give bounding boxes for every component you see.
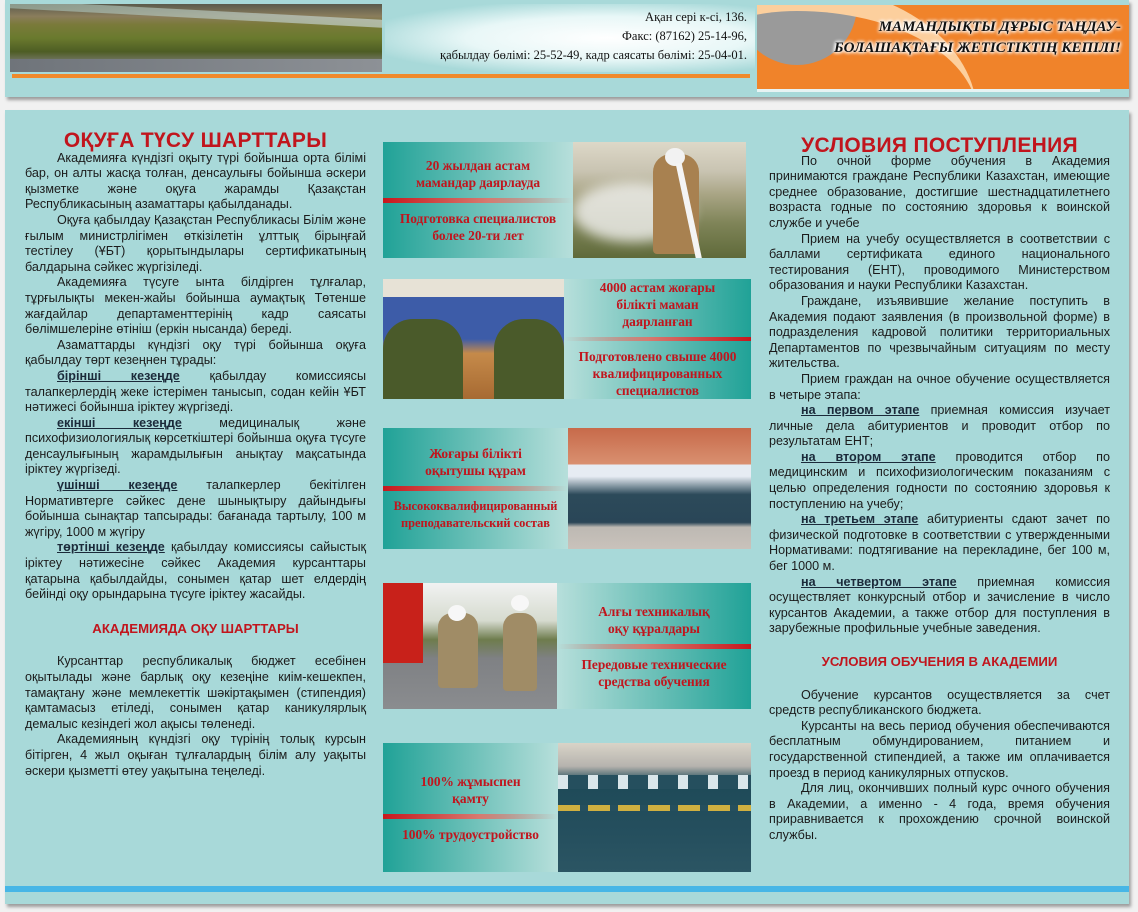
contact-fax: Факс: (87162) 25-14-96, (622, 29, 747, 43)
banner-underline (757, 89, 1100, 92)
card-text-kz: 4000 астам жоғары білікті маман даярланған (599, 280, 716, 329)
stage-label: төртінші кезеңде (57, 540, 165, 555)
right-title: УСЛОВИЯ ПОСТУПЛЕНИЯ (801, 134, 1078, 157)
right-study-paragraph: Для лиц, окончивших полный курс очного обучения в Академии, а именно - 4 года, время обучения приравнивается к прохождению срочной воинской службы. (769, 781, 1110, 842)
cadets-parade-photo (558, 743, 751, 872)
card-caption (557, 583, 751, 709)
stage-label: үшінші кезеңде (57, 478, 178, 493)
photo-cadet-belts (558, 805, 751, 811)
stage-text: проводится отбор по медицинским и психофизиологическим показаниям с целью определения годности по состоянию здоровья к поступлению на учебу; (769, 449, 1110, 511)
card-text-ru: Подготовлено свыше 4000 квалифицированных специалистов (578, 349, 737, 398)
photo-cadets-left (383, 319, 463, 399)
left-column (25, 110, 366, 779)
card-separator (564, 337, 751, 341)
left-subtitle: АКАДЕМИЯДА ОҚУ ШАРТТАРЫ (92, 620, 299, 636)
photo-firefighter-1 (438, 613, 478, 688)
header-divider (12, 74, 750, 78)
classroom-photo (383, 279, 564, 399)
contact-phones: қабылдау бөлімі: 25-52-49, кадр саясаты бөлімі: 25-04-01. (440, 48, 747, 62)
firefighter-photo (573, 142, 746, 258)
card-caption (383, 743, 558, 872)
right-stage (769, 575, 1110, 637)
left-stage (25, 416, 366, 478)
photo-helmet-2 (511, 595, 529, 611)
stage-text: талапкерлер бекітілген Нормативтерге сәйкес дене шынықтыру дайындығы бойынша сынақтар тапсырады: бағанада тартылу, 100 м жүгіру, 1000 м жүгіру (25, 478, 366, 539)
stage-text: приемная комиссия изучает личные дела абитуриентов и проводит отбор по результатам ЕНТ; (769, 403, 1111, 449)
card-separator (557, 644, 751, 649)
card-text-kz: Жоғары білікті оқытушы құрам (425, 446, 526, 478)
training-photo (383, 583, 557, 709)
left-stage (25, 540, 366, 602)
header-photo (10, 4, 382, 72)
left-study-paragraph: Курсанттар республикалық бюджет есебінен оқытылады және барлық оқу кезеңіне киім-кешекпен, тамақтану және мемлекеттік шәкіртақымен (стипендия) қамтамасыз етіледі, сонымен қатар каникулярлық демалыс кезіндегі жол ақысы төленеді. (25, 654, 366, 731)
card-caption (383, 142, 573, 258)
photo-cadets-right (494, 319, 564, 399)
card-separator (383, 486, 568, 491)
right-stage (769, 403, 1110, 450)
right-study-paragraph: Курсанты на весь период обучения обеспечиваются бесплатным обмундированием, питанием и государственной стипендией, а также им оплачивается проезд в период каникулярных отпусков. (769, 718, 1110, 780)
card-text-ru: Подготовка специалистов более 20-ти лет (399, 210, 557, 243)
card-caption (564, 279, 751, 399)
right-paragraph: По очной форме обучения в Академия принимаются граждане Республики Казахстан, имеющие среднее образование, достигшие шестнадцатилетнего возраста годные по состоянию здоровья к воинской службе и учебе (769, 153, 1110, 230)
stage-label: на втором этапе (801, 449, 936, 464)
right-study-paragraph: Обучение курсантов осуществляется за счет средств республиканского бюджета. (769, 687, 1110, 718)
slogan-text (834, 17, 1121, 59)
card-separator (383, 198, 573, 203)
left-paragraph: Оқуға қабылдау Қазақстан Республикасы Білім және ғылым министрлігімен өткізілетін ұлттық бірыңғай тестілеу (ҰБТ) қорытындылары сертификатының балдарына сәйкес жүргізіледі. (25, 212, 366, 274)
feature-card-graduates (383, 279, 751, 399)
right-subtitle: УСЛОВИЯ ОБУЧЕНИЯ В АКАДЕМИИ (821, 654, 1058, 669)
stage-label: на первом этапе (801, 403, 920, 418)
card-separator (383, 814, 558, 819)
photo-fire-truck (383, 583, 423, 663)
photo-firefighter-2 (503, 613, 537, 691)
left-paragraph: Академияға түсуге ынта білдірген тұлғалар, тұрғылықты мекен-жайы бойынша аумақтық Төтенше жағдайлар департаменттерінің кадр саясаты бөлімшелеріне өтініш (еркін нысанда) береді. (25, 275, 366, 337)
contact-info (385, 4, 755, 72)
stage-label: на третьем этапе (801, 512, 919, 527)
card-caption (383, 428, 568, 549)
slogan-banner (757, 5, 1129, 89)
feature-card-faculty (383, 428, 751, 549)
right-stage (769, 512, 1110, 574)
feature-card-equipment (383, 583, 751, 709)
stage-label: екінші кезеңде (57, 415, 182, 430)
photo-cadet-faces (558, 775, 751, 789)
stage-text: приемная комиссия осуществляет конкурсный отбор и зачисление в число курсантов Академии, а также отбор для поступления в зарубежные профильные учебные заведения. (769, 574, 1111, 636)
left-stage (25, 369, 366, 416)
card-text-kz: 20 жылдан астам мамандар даярлауда (415, 157, 541, 190)
card-text-ru: Высококвалифицированный преподавательский состав (393, 499, 558, 530)
left-title: ОҚУҒА ТҮСУ ШАРТТАРЫ (63, 129, 328, 152)
left-paragraph: Академияға күндізгі оқыту түрі бойынша орта білімі бар, он алты жасқа толған, денсаулығы бойынша әскери қызметке және оқуға жарамды Қазақстан Республикасының азаматтары қабылданады. (25, 150, 366, 212)
right-stage (769, 450, 1110, 512)
slogan-line-1: МАМАНДЫҚТЫ ДҰРЫС ТАҢДАУ- (878, 19, 1121, 35)
left-study-paragraph: Академияның күндізгі оқу түрінің толық курсын бітірген, 4 жыл оқыған тұлғалардың білім алу уақыты әскери қызметті өтеу уақытына теңеледі. (25, 732, 366, 778)
right-column (769, 110, 1110, 844)
stage-label: бірінші кезеңде (57, 368, 180, 383)
feature-card-employment (383, 743, 751, 872)
contact-address: Ақан сері к-сі, 136. (645, 10, 747, 24)
card-text-kz: Алғы техникалық оқу құралдары (598, 603, 710, 636)
campus-photo (568, 428, 751, 549)
slogan-line-2: БОЛАШАҚТАҒЫ ЖЕТІСТІКТІҢ КЕПІЛІ! (834, 40, 1121, 56)
stage-text: қабылдау комиссиясы сайыстық іріктеу нәтижесіне сәйкес Академия курсанттары қатарына қабылдайды, сонымен қатар шет елдердің бейінді оқу орындарына түсуге іріктеу жасайды. (25, 540, 367, 602)
stage-label: на четвертом этапе (801, 574, 957, 589)
feature-card-experience (383, 142, 751, 258)
stage-text: абитуриенты сдают зачет по физической подготовке в соответствии с утвержденными Нормативами: подтягивание на перекладине, бег 100 м, бег 1000 м. (769, 512, 1110, 574)
card-text-ru: 100% трудоустройство (402, 826, 539, 842)
right-paragraph: Прием на учебу осуществляется в соответствии с баллами сертификата единого национального тестирования (ЕНТ), проводимого Министерством образования и науки Республики Казахстан. (769, 231, 1110, 293)
photo-helmet-1 (448, 605, 466, 621)
card-text-ru: Передовые технические средства обучения (581, 656, 727, 689)
photo-road (10, 59, 382, 72)
card-text-kz: 100% жұмыспен қамту (420, 773, 521, 806)
right-paragraph: Прием граждан на очное обучение осуществляется в четыре этапа: (769, 371, 1110, 402)
main-panel (5, 110, 1129, 904)
left-paragraph: Азаматтарды күндізгі оқу түрі бойынша оқуға қабылдау төрт кезеңнен тұрады: (25, 337, 366, 368)
right-paragraph: Граждане, изъявившие желание поступить в Академия подают заявления (в произвольной форме) в подразделения кадровой политики территориальных Департаментов по чрезвычайным ситуациям по месту жительства. (769, 293, 1110, 371)
stage-text: медициналық және психофизиологиялық көрсеткіштері бойынша оқуға түсуге денсаулығының жарамдылығын анықтау мақсатында іріктеу жүргізеді. (25, 415, 366, 477)
stage-text: қабылдау комиссиясы талапкерлердің жеке істерімен танысып, содан кейін ҰБТ нәтижесі бойынша іріктеу жүргізеді. (25, 368, 366, 415)
photo-curb (10, 4, 382, 28)
left-stage (25, 478, 366, 540)
footer-divider (5, 886, 1129, 892)
